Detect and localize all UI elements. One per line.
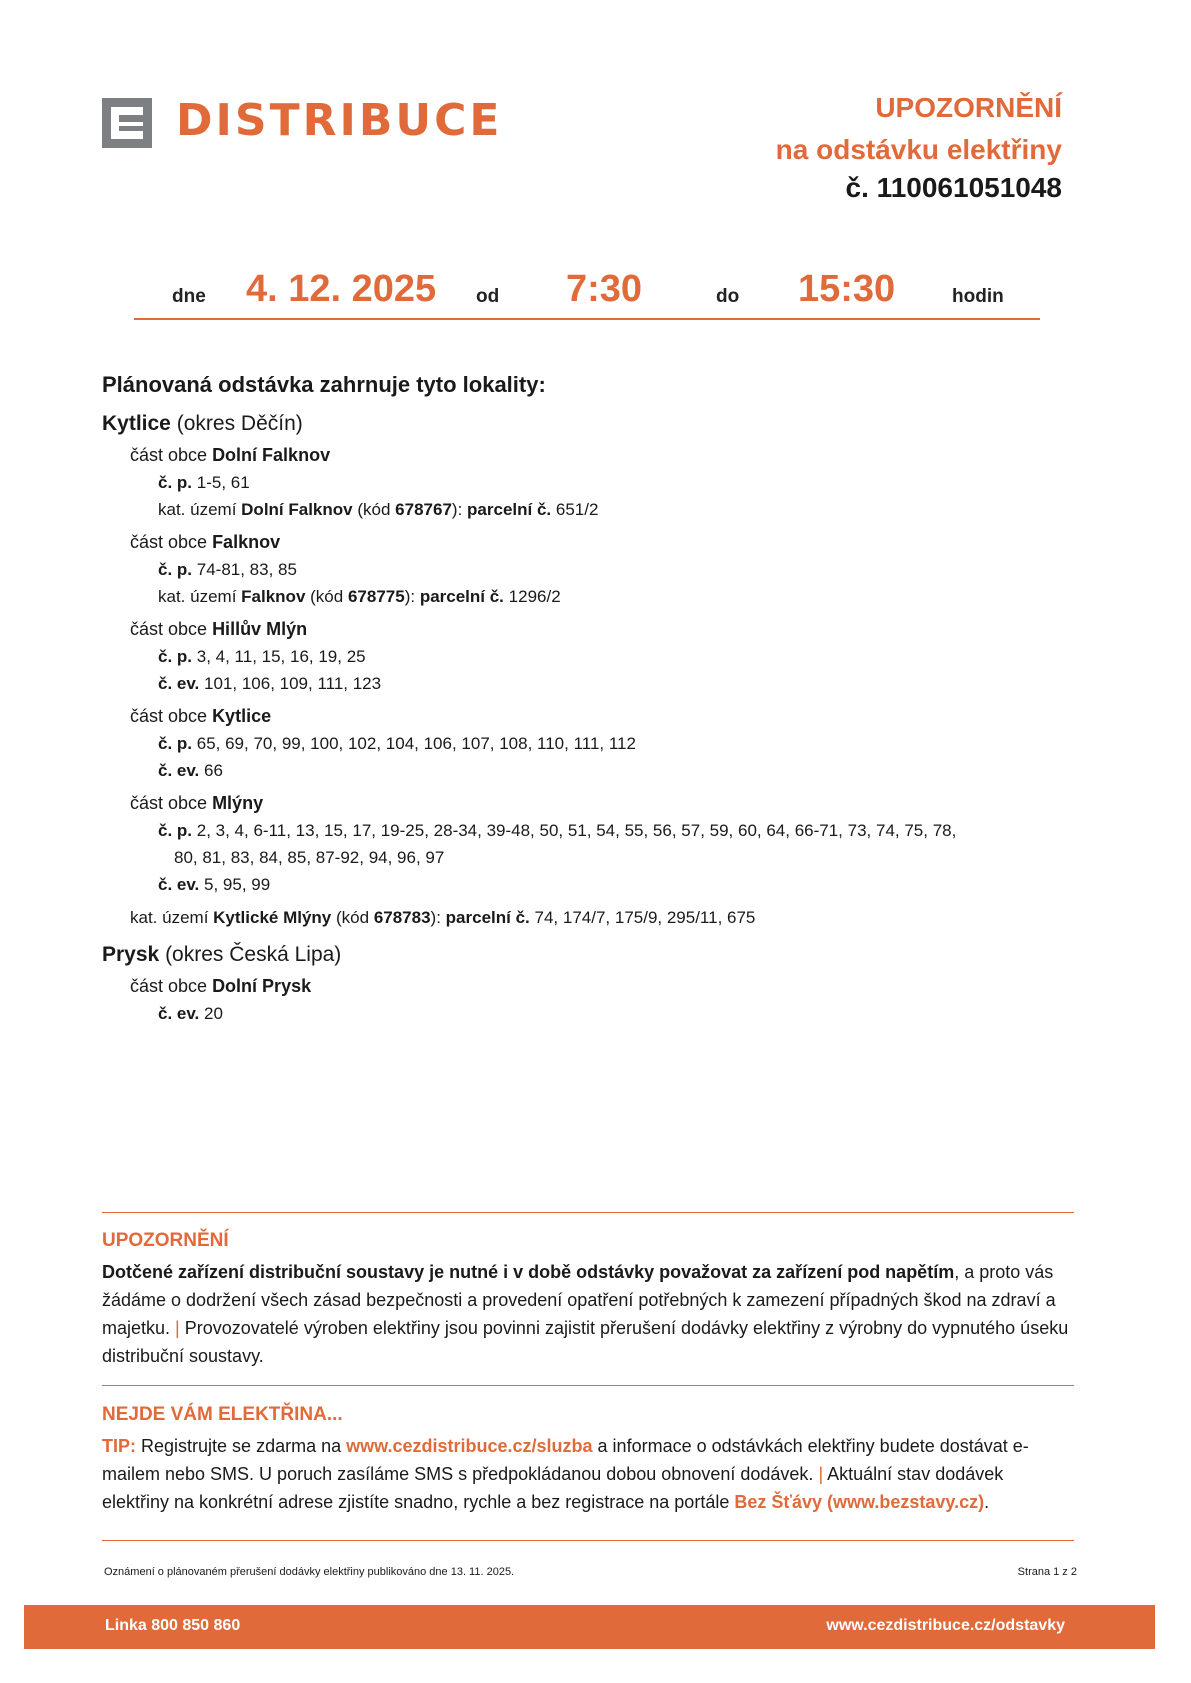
cadastral-line: kat. území Kytlické Mlýny (kód 678783): parcelní č. 74, 174/7, 175/9, 295/11, 675 [130, 908, 756, 927]
from-label: od [476, 286, 500, 307]
part-dolni-falknov: část obce Dolní Falknov [130, 445, 331, 465]
part-falknov: část obce Falknov [130, 532, 281, 552]
footer-bar [24, 1605, 1155, 1649]
no-power-text: TIP: Registrujte se zdarma na www.cezdistribuce.cz/sluzba a informace o odstávkách elektřiny budete dostávat e-mailem nebo SMS. U poruch zasíláme SMS s předpokládanou dobou obnovení dodávek. | Aktuální stav dodávek elektřiny na konkrétní adrese zjistíte snadno, rychle a bez registrace na portále Bez Šťávy (www.bezstavy.cz). [102, 1436, 1029, 1512]
hours-label: hodin [952, 286, 1004, 307]
locations-heading: Plánovaná odstávka zahrnuje tyto lokality: [102, 372, 546, 397]
divider [102, 1385, 1074, 1386]
notice-number: č. 110061051048 [845, 172, 1062, 203]
registry-numbers: č. ev. 5, 95, 99 [158, 875, 271, 894]
cadastral-line: kat. území Dolní Falknov (kód 678767): parcelní č. 651/2 [158, 500, 599, 519]
registry-numbers: č. ev. 101, 106, 109, 111, 123 [158, 674, 382, 693]
logo-text: DISTRIBUCE [176, 95, 503, 146]
outages-link[interactable]: www.cezdistribuce.cz/odstavky [826, 1617, 1065, 1634]
warning-text: Dotčené zařízení distribuční soustavy je nutné i v době odstávky považovat za zařízení pod napětím, a proto vás žádáme o dodržení všech zásad bezpečnosti a provedení opatření potřebných k zamezení případných škod na zdraví a majetku. | Provozovatelé výroben elektřiny jsou povinni zajistit přerušení dodávky elektřiny z výrobny do vypnutého úseku distribuční soustavy. [102, 1262, 1069, 1366]
warning-section [102, 1230, 1074, 1370]
to-label: do [716, 286, 740, 307]
no-power-section [102, 1404, 1074, 1516]
notice-subtitle: na odstávku elektřiny [775, 134, 1062, 165]
outage-date: 4. 12. 2025 [246, 268, 437, 310]
house-numbers: č. p. 74-81, 83, 85 [158, 560, 297, 579]
divider [102, 1212, 1074, 1213]
house-numbers: č. p. 2, 3, 4, 6-11, 13, 15, 17, 19-25, 28-34, 39-48, 50, 51, 54, 55, 56, 57, 59, 60, 64, 66-71, 73, 74, 75, 78, [158, 821, 957, 840]
house-numbers: č. p. 3, 4, 11, 15, 16, 19, 25 [158, 647, 366, 666]
notice-title: UPOZORNĚNÍ [875, 92, 1062, 123]
page-number: Strana 1 z 2 [1017, 1566, 1077, 1578]
portal-link[interactable]: (www.bezstavy.cz) [827, 1492, 985, 1512]
municipality-prysk: Prysk (okres Česká Lipa) [102, 943, 342, 966]
part-kytlice: část obce Kytlice [130, 706, 272, 726]
date-label: dne [172, 286, 206, 307]
part-mlyny: část obce Mlýny [130, 793, 264, 813]
registry-numbers: č. ev. 66 [158, 761, 223, 780]
logo-mark [102, 98, 152, 148]
schedule-bar [134, 268, 1040, 320]
no-power-title: NEJDE VÁM ELEKTŘINA... [102, 1404, 343, 1425]
house-numbers: č. p. 1-5, 61 [158, 473, 250, 492]
hotline: Linka 800 850 860 [105, 1617, 241, 1634]
divider [102, 1540, 1074, 1541]
end-time: 15:30 [798, 268, 896, 310]
part-dolni-prysk: část obce Dolní Prysk [130, 976, 312, 996]
municipality-kytlice: Kytlice (okres Děčín) [102, 412, 303, 435]
house-numbers: č. p. 65, 69, 70, 99, 100, 102, 104, 106, 107, 108, 110, 111, 112 [158, 734, 636, 753]
registration-link[interactable]: www.cezdistribuce.cz/sluzba [346, 1436, 593, 1456]
warning-title: UPOZORNĚNÍ [102, 1230, 229, 1251]
cadastral-line: kat. území Falknov (kód 678775): parcelní č. 1296/2 [158, 587, 561, 606]
start-time: 7:30 [566, 268, 643, 310]
registry-numbers: č. ev. 20 [158, 1004, 223, 1023]
house-numbers-continued: 80, 81, 83, 84, 85, 87-92, 94, 96, 97 [174, 848, 445, 867]
published-note: Oznámení o plánovaném přerušení dodávky elektřiny publikováno dne 13. 11. 2025. [104, 1566, 515, 1578]
locations-list [102, 372, 1062, 1027]
part-hilluv-mlyn: část obce Hillův Mlýn [130, 619, 308, 639]
